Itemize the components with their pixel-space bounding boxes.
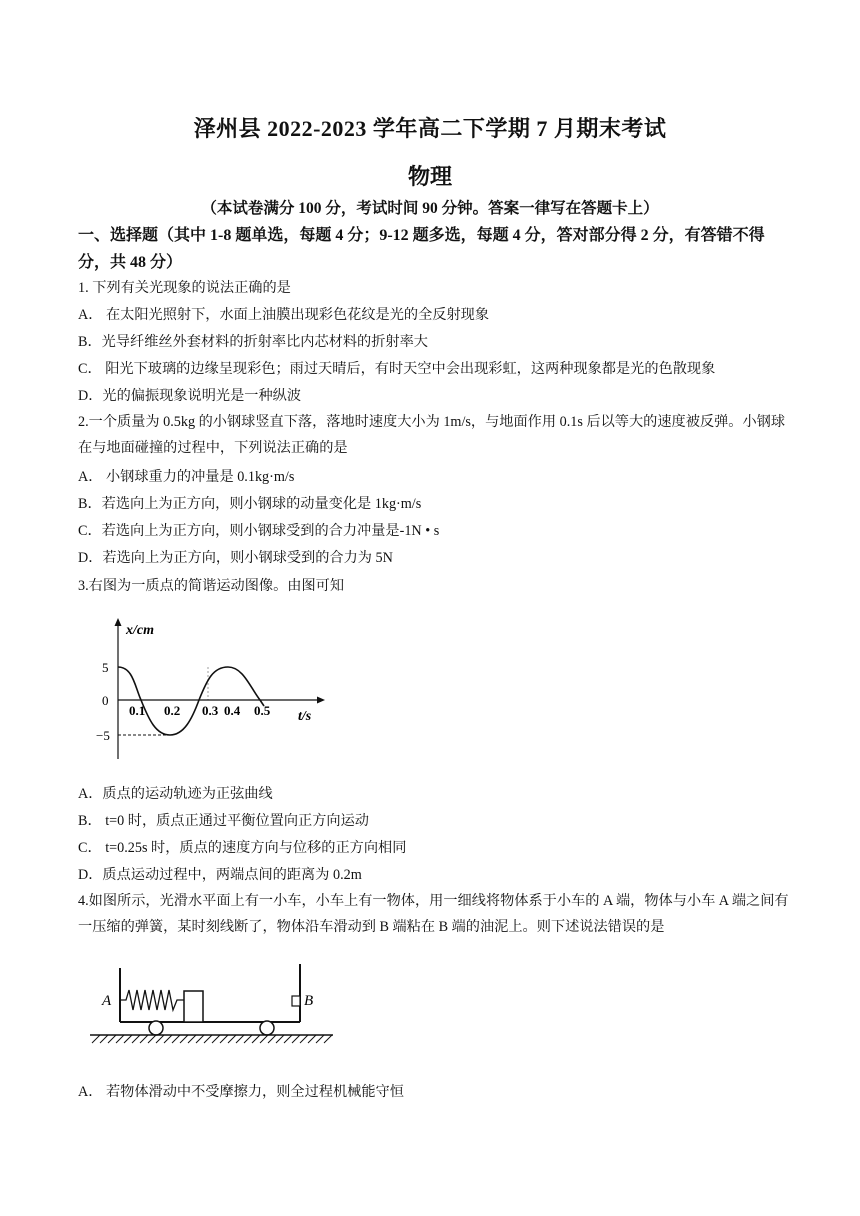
graph-x-tick-03: 0.3 xyxy=(202,703,219,718)
q2-option-d: D．若选向上为正方向，则小钢球受到的合力为 5N xyxy=(78,550,393,566)
label-a: A xyxy=(102,993,112,1009)
q2-option-b: B．若选向上为正方向，则小钢球的动量变化是 1kg·m/s xyxy=(78,496,422,512)
q3-stem: 3.右图为一质点的简谐运动图像。由图可知 xyxy=(78,578,345,594)
spring xyxy=(120,990,184,1010)
graph-y-tick-0: 0 xyxy=(102,693,109,708)
left-wheel xyxy=(149,1021,163,1035)
exam-note: （本试卷满分 100 分，考试时间 90 分钟。答案一律写在答题卡上） xyxy=(201,200,659,217)
q3-option-d: D．质点运动过程中，两端点间的距离为 0.2m xyxy=(78,867,362,883)
q1-stem: 1. 下列有关光现象的说法正确的是 xyxy=(78,280,291,296)
q3-option-a: A．质点的运动轨迹为正弦曲线 xyxy=(78,786,273,802)
q3-option-c: C． t=0.25s 时，质点的速度方向与位移的正方向相同 xyxy=(78,840,407,856)
graph-x-tick-04: 0.4 xyxy=(224,703,241,718)
graph-y-tick-5: 5 xyxy=(102,660,109,675)
exam-subject: 物理 xyxy=(407,164,452,189)
q1-option-a: A． 在太阳光照射下，水面上油膜出现彩色花纹是光的全反射现象 xyxy=(78,307,490,323)
q2-stem: 2.一个质量为 0.5kg 的小钢球竖直下落，落地时速度大小为 1m/s，与地面作用 0.1s 后以等大的速度被反弹。小钢球在与地面碰撞的过程中，下列说法正确的是 xyxy=(78,414,786,456)
putty xyxy=(292,996,300,1006)
label-b: B xyxy=(304,993,314,1009)
q4-option-a: A． 若物体滑动中不受摩擦力，则全过程机械能守恒 xyxy=(78,1084,404,1100)
graph-y-axis-label: x/cm xyxy=(126,623,154,638)
shm-graph xyxy=(96,614,336,764)
exam-title: 泽州县 2022-2023 学年高二下学期 7 月期末考试 xyxy=(193,116,667,141)
q2-option-a: A． 小钢球重力的冲量是 0.1kg·m/s xyxy=(78,469,295,485)
q3-option-b: B． t=0 时，质点正通过平衡位置向正方向运动 xyxy=(78,813,369,829)
graph-x-tick-02: 0.2 xyxy=(164,703,181,718)
graph-x-tick-01: 0.1 xyxy=(129,703,146,718)
cart-spring-figure xyxy=(88,960,348,1050)
q4-stem: 4.如图所示，光滑水平面上有一小车，小车上有一物体，用一细线将物体系于小车的 A 端，物体与小车 A 端之间有一压缩的弹簧，某时刻线断了，物体沿车滑动到 B 端粘在 B 端的油泥上。则下述说法错误的是 xyxy=(78,893,789,935)
q1-option-c: C． 阳光下玻璃的边缘呈现彩色；雨过天晴后，有时天空中会出现彩虹，这两种现象都是光的色散现象 xyxy=(78,361,716,377)
q1-option-d: D．光的偏振现象说明光是一种纵波 xyxy=(78,388,302,404)
block xyxy=(184,991,203,1022)
shm-curve xyxy=(118,667,264,735)
q2-option-c: C．若选向上为正方向，则小钢球受到的合力冲量是-1N • s xyxy=(78,523,440,539)
section-heading: 一、选择题（其中 1-8 题单选，每题 4 分；9-12 题多选，每题 4 分，答对部分得 2 分，有答错不得分，共 48 分） xyxy=(78,227,765,271)
graph-x-tick-05: 0.5 xyxy=(254,703,271,718)
graph-x-axis-label: t/s xyxy=(298,709,312,724)
graph-y-tick-neg5: −5 xyxy=(96,728,110,743)
q1-option-b: B．光导纤维丝外套材料的折射率比内芯材料的折射率大 xyxy=(78,334,428,350)
right-wheel xyxy=(260,1021,274,1035)
